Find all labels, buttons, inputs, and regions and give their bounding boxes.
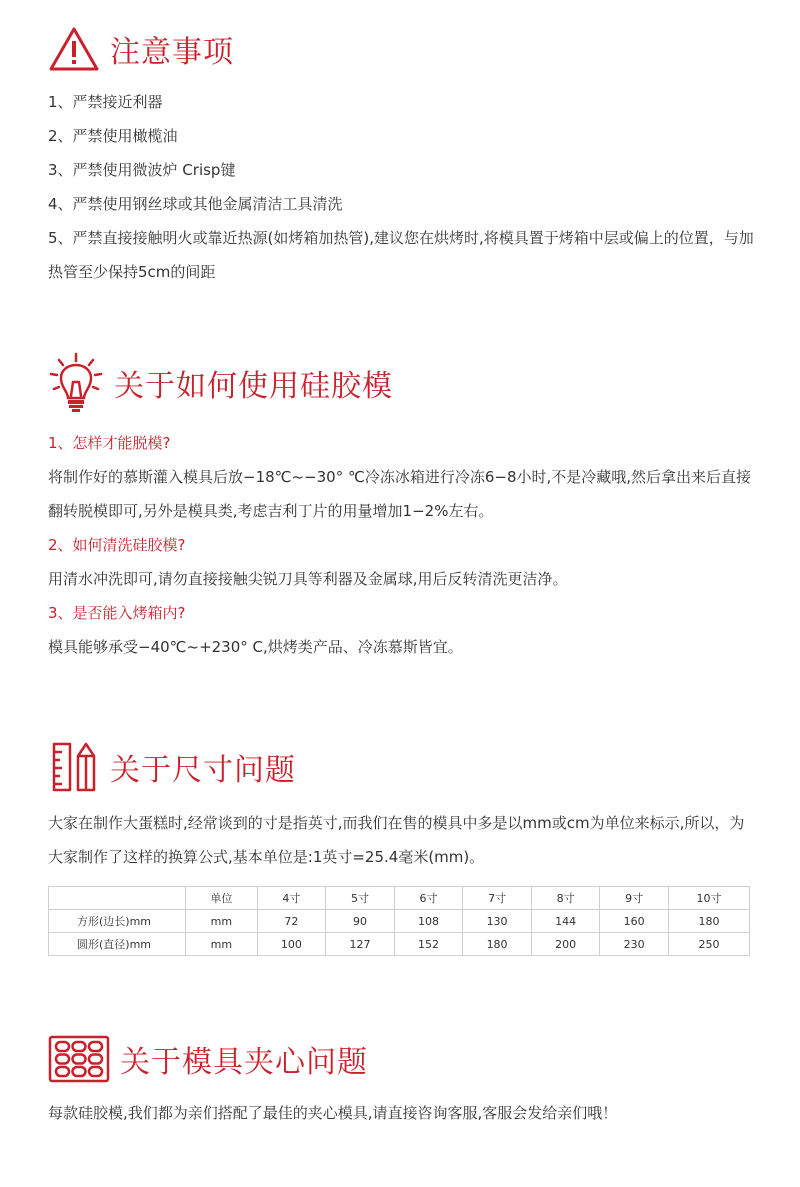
table-header-cell: 8寸 (531, 887, 600, 910)
table-cell: 72 (257, 910, 326, 933)
size-title: 关于尺寸问题 (110, 753, 296, 788)
list-item: 2、严禁使用橄榄油 (48, 127, 178, 145)
table-cell: 144 (531, 910, 600, 933)
table-header-row (49, 887, 750, 910)
faq-answer: 将制作好的慕斯灌入模具后放−18℃~−30° ℃冷冻冰箱进行冷冻6−8小时,不是冷藏哦,然后拿出来后直接翻转脱模即可,另外是模具类,考虑吉利丁片的用量增加1−2%左右。 (48, 468, 752, 520)
table-row (49, 933, 750, 956)
table-row-label: 方形(边长)mm (49, 910, 186, 933)
table-cell: 180 (463, 933, 532, 956)
list-item: 4、严禁使用钢丝球或其他金属清洁工具清洗 (48, 195, 343, 213)
table-cell: mm (186, 933, 258, 956)
size-conversion-table (48, 886, 750, 956)
table-cell: 90 (326, 910, 395, 933)
usage-qa (48, 426, 758, 664)
size-intro-text: 大家在制作大蛋糕时,经常谈到的寸是指英寸,而我们在售的模具中多是以mm或cm为单位来标示,所以，为大家制作了这样的换算公式,基本单位是:1英寸=25.4毫米(mm)。 (48, 814, 745, 866)
list-item: 3、严禁使用微波炉 Crisp键 (48, 161, 236, 179)
table-cell: 200 (531, 933, 600, 956)
table-header-cell: 5寸 (326, 887, 395, 910)
size-header (48, 740, 296, 794)
table-header-cell: 10寸 (668, 887, 749, 910)
core-title: 关于模具夹心问题 (120, 1045, 368, 1080)
table-cell: 100 (257, 933, 326, 956)
core-text (48, 1096, 758, 1130)
table-header-cell: 9寸 (600, 887, 669, 910)
table-cell: 160 (600, 910, 669, 933)
usage-title: 关于如何使用硅胶模 (114, 369, 393, 404)
mold-tray-icon (48, 1034, 110, 1084)
table-cell: 108 (394, 910, 463, 933)
table-cell: 130 (463, 910, 532, 933)
warning-triangle-icon (48, 26, 100, 72)
faq-question: 3、是否能入烤箱内? (48, 604, 186, 622)
faq-answer: 用清水冲洗即可,请勿直接接触尖锐刀具等利器及金属球,用后反转清洗更洁净。 (48, 570, 568, 588)
table-header-cell: 4寸 (257, 887, 326, 910)
table-cell: 180 (668, 910, 749, 933)
table-header-cell: 7寸 (463, 887, 532, 910)
faq-question: 1、怎样才能脱模? (48, 434, 171, 452)
table-cell: 250 (668, 933, 749, 956)
faq-answer: 模具能够承受−40℃~+230° C,烘烤类产品、冷冻慕斯皆宜。 (48, 638, 463, 656)
size-intro (48, 806, 758, 874)
table-header-cell (49, 887, 186, 910)
list-item: 1、严禁接近利器 (48, 93, 163, 111)
core-text-line: 每款硅胶模,我们都为亲们搭配了最佳的夹心模具,请直接咨询客服,客服会发给亲们哦！ (48, 1104, 618, 1122)
notice-title: 注意事项 (110, 35, 234, 70)
faq-question: 2、如何清洗硅胶模? (48, 536, 186, 554)
table-header-cell: 单位 (186, 887, 258, 910)
usage-header (48, 352, 393, 414)
table-row-label: 圆形(直径)mm (49, 933, 186, 956)
table-cell: mm (186, 910, 258, 933)
list-item: 5、严禁直接接触明火或靠近热源(如烤箱加热管),建议您在烘烤时,将模具置于烤箱中层或偏上的位置，与加热管至少保持5cm的间距 (48, 229, 754, 281)
notice-list (48, 85, 758, 289)
table-cell: 127 (326, 933, 395, 956)
ruler-pencil-icon (48, 740, 100, 794)
core-header (48, 1034, 368, 1084)
table-cell: 230 (600, 933, 669, 956)
table-row (49, 910, 750, 933)
lightbulb-icon (48, 352, 104, 414)
table-header-cell: 6寸 (394, 887, 463, 910)
table-cell: 152 (394, 933, 463, 956)
notice-header (48, 26, 234, 72)
